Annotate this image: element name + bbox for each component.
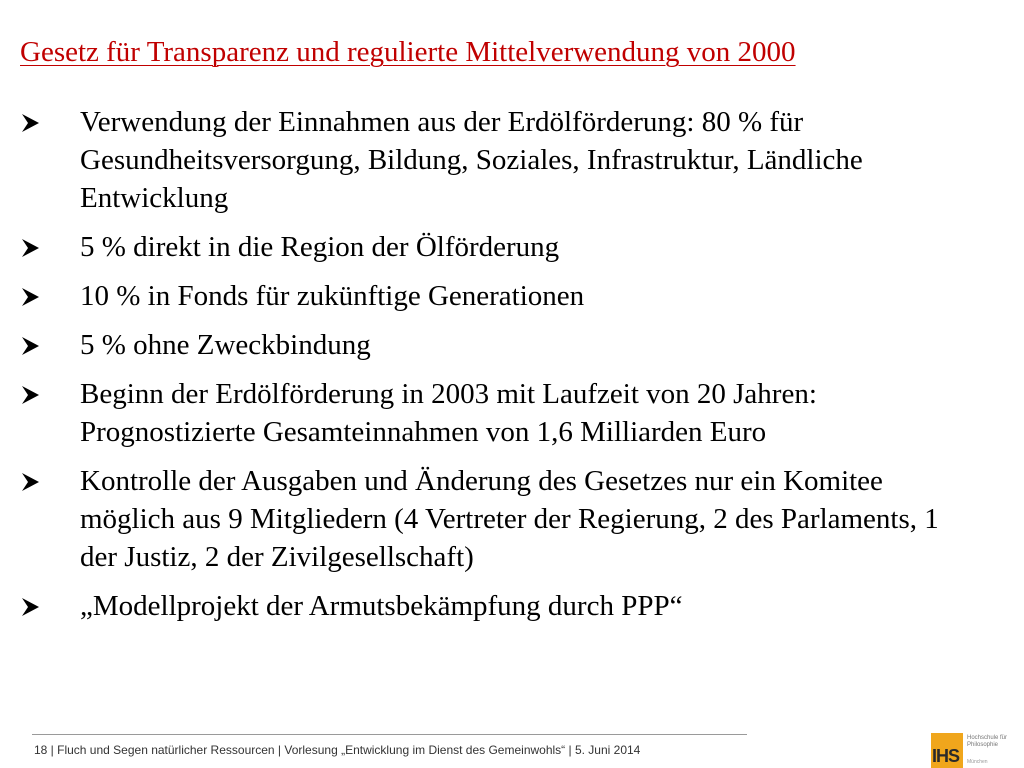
ihs-logo: [931, 733, 1021, 768]
slide-title: Gesetz für Transparenz und regulierte Mittelverwendung von 2000: [20, 36, 796, 68]
bullet-text: Kontrolle der Ausgaben und Änderung des Gesetzes nur ein Komitee möglich aus 9 Mitgliedern (4 Vertreter der Regierung, 2 des Parlaments, 1 der Justiz, 2 der Zivilgesellschaft): [80, 465, 939, 573]
logo-box: [931, 733, 963, 768]
arrowhead-bullet-icon: [20, 587, 42, 625]
bullet-item: [20, 375, 980, 451]
arrowhead-bullet-icon: [20, 277, 42, 315]
bullet-text: 10 % in Fonds für zukünftige Generationen: [80, 280, 585, 312]
bullet-item: [20, 228, 980, 266]
bullet-item: [20, 587, 980, 625]
arrowhead-bullet-icon: [20, 228, 42, 266]
bullet-item: [20, 326, 980, 364]
bullet-text: 5 % direkt in die Region der Ölförderung: [80, 231, 560, 263]
arrowhead-bullet-icon: [20, 103, 42, 141]
bullet-text: Beginn der Erdölförderung in 2003 mit Laufzeit von 20 Jahren: Prognostizierte Gesamteinnahmen von 1,6 Milliarden Euro: [80, 378, 817, 448]
bullet-item: [20, 277, 980, 315]
bullet-item: [20, 462, 980, 576]
logo-subtitle: Hochschule für Philosophie: [967, 735, 1008, 748]
bullet-list: [20, 103, 980, 636]
arrowhead-bullet-icon: [20, 462, 42, 500]
bullet-text: Verwendung der Einnahmen aus der Erdölförderung: 80 % für Gesundheitsversorgung, Bildung, Soziales, Infrastruktur, Ländliche Entwicklung: [80, 106, 863, 214]
logo-mark: IHS: [932, 746, 960, 766]
bullet-item: [20, 103, 980, 217]
footer-text: 18 | Fluch und Segen natürlicher Ressourcen | Vorlesung „Entwicklung im Dienst des Gemeinwohls“ | 5. Juni 2014: [34, 743, 641, 757]
arrowhead-bullet-icon: [20, 375, 42, 413]
logo-city: München: [967, 759, 988, 765]
arrowhead-bullet-icon: [20, 326, 42, 364]
bullet-text: 5 % ohne Zweckbindung: [80, 329, 371, 361]
footer-divider: [32, 734, 747, 735]
bullet-text: „Modellprojekt der Armutsbekämpfung durch PPP“: [80, 590, 683, 622]
